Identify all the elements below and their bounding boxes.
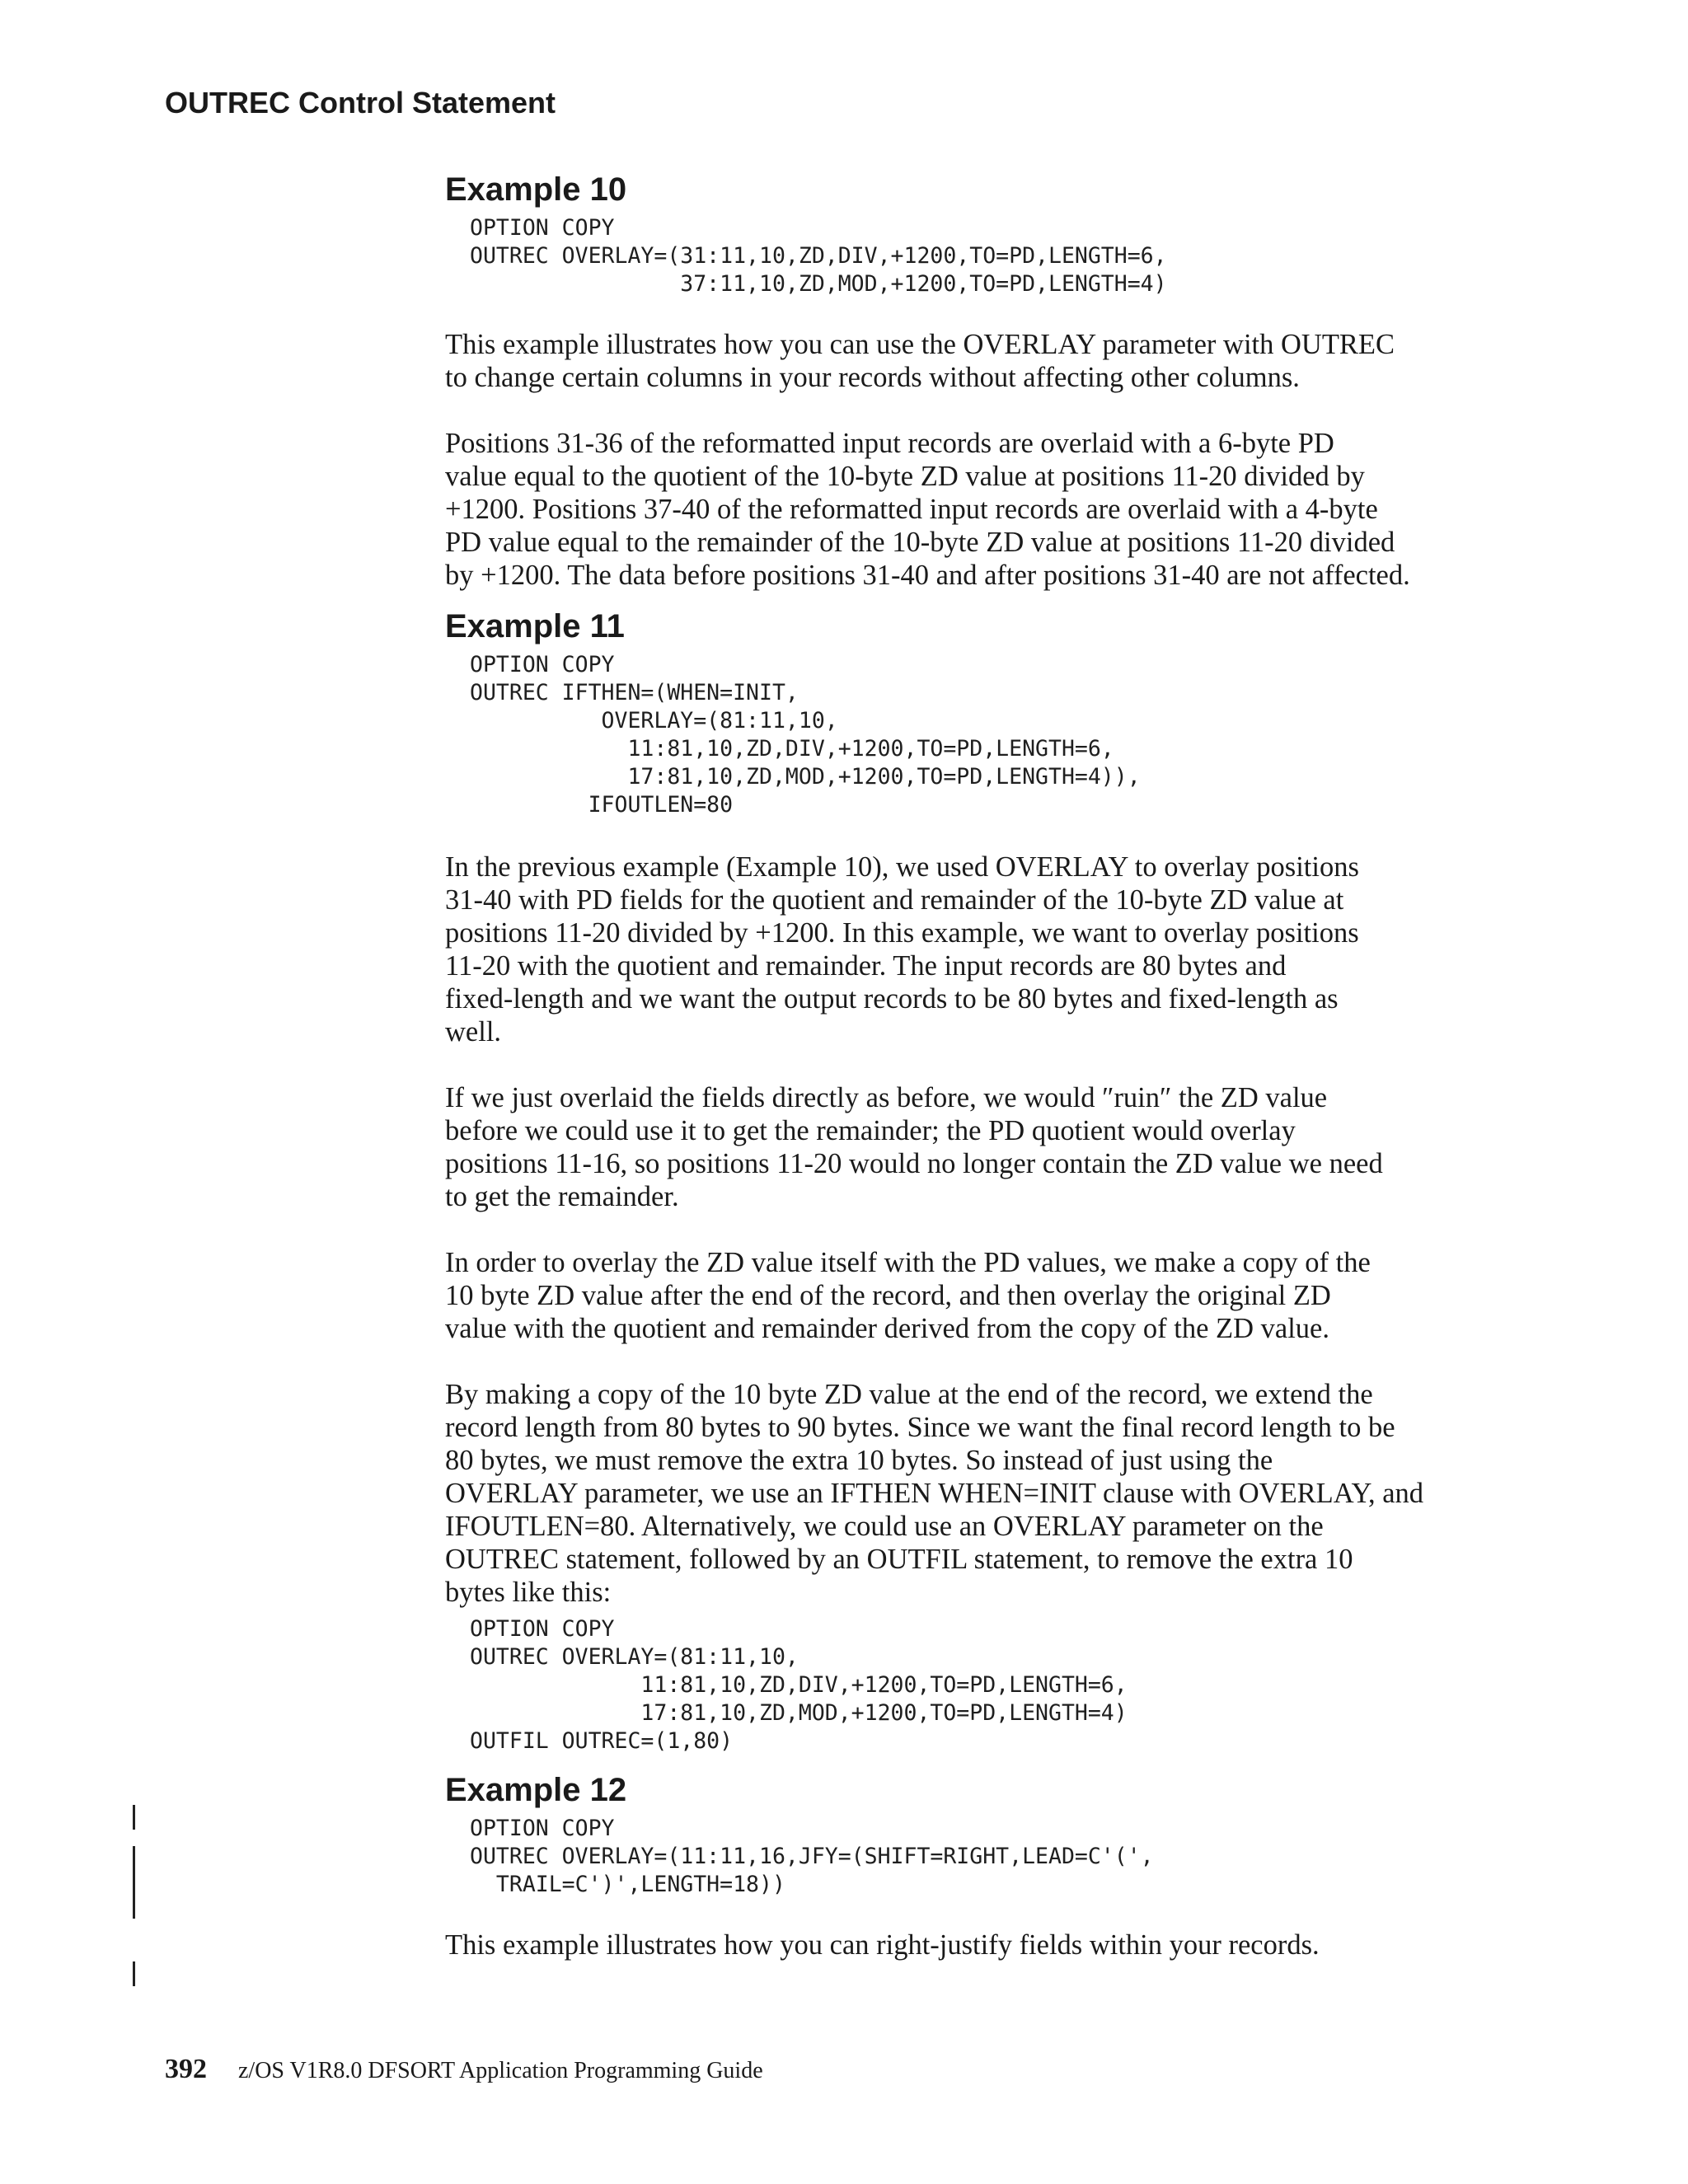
example-heading: Example 12 xyxy=(445,1772,627,1808)
body-paragraph: Positions 31-36 of the reformatted input records are overlaid with a 6-byte PD value equal to the quotient of the 10-byte ZD value at positions 11-20 divided by +1200. Positions 37-40 of the reformatted input records are overlaid with a 4-byte PD value equal to the remainder of the 10-byte ZD value at positions 11-20 divided by +1200. The data before positions 31-40 and after positions 31-40 are not affected. xyxy=(445,428,1410,591)
revision-bar xyxy=(133,1846,135,1919)
book-title: z/OS V1R8.0 DFSORT Application Programming Guide xyxy=(238,2058,763,2083)
page-content xyxy=(445,170,1500,1961)
page-number: 392 xyxy=(165,2054,207,2084)
body-paragraph: This example illustrates how you can use the OVERLAY parameter with OUTREC to change certain columns in your records without affecting other columns. xyxy=(445,329,1395,393)
page-footer xyxy=(165,2054,763,2085)
example-11-section xyxy=(445,607,1500,1755)
example-heading: Example 11 xyxy=(445,608,625,644)
example-10-section xyxy=(445,170,1500,592)
code-block: OPTION COPY OUTREC OVERLAY=(11:11,16,JFY=(SHIFT=RIGHT,LEAD=C'(', TRAIL=C')',LENGTH=18)) xyxy=(470,1816,1154,1897)
code-block: OPTION COPY OUTREC OVERLAY=(81:11,10, 11:81,10,ZD,DIV,+1200,TO=PD,LENGTH=6, 17:81,10,ZD,MOD,+1200,TO=PD,LENGTH=4) OUTFIL OUTREC=(1,80) xyxy=(470,1616,1128,1754)
code-block: OPTION COPY OUTREC IFTHEN=(WHEN=INIT, OVERLAY=(81:11,10, 11:81,10,ZD,DIV,+1200,TO=PD,LENGTH=6, 17:81,10,ZD,MOD,+1200,TO=PD,LENGTH=4)), IFOUTLEN=80 xyxy=(470,652,1141,818)
example-12-section xyxy=(445,1770,1500,1961)
code-block: OPTION COPY OUTREC OVERLAY=(31:11,10,ZD,DIV,+1200,TO=PD,LENGTH=6, 37:11,10,ZD,MOD,+1200,TO=PD,LENGTH=4) xyxy=(470,215,1167,297)
running-head: OUTREC Control Statement xyxy=(165,86,556,120)
revision-bar xyxy=(133,1961,135,1986)
revision-bar xyxy=(133,1805,135,1830)
body-paragraph: If we just overlaid the fields directly as before, we would ″ruin″ the ZD value before we could use it to get the remainder; the PD quotient would overlay positions 11-16, so positions 11-20 would no longer contain the ZD value we need to get the remainder. xyxy=(445,1082,1383,1212)
example-heading: Example 10 xyxy=(445,171,627,208)
body-paragraph: By making a copy of the 10 byte ZD value at the end of the record, we extend the record length from 80 bytes to 90 bytes. Since we want the final record length to be 80 bytes, we must remove the extra 10 bytes. So instead of just using the OVERLAY parameter, we use an IFTHEN WHEN=INIT clause with OVERLAY, and IFOUTLEN=80. Alternatively, we could use an OVERLAY parameter on the OUTREC statement, followed by an OUTFIL statement, to remove the extra 10 bytes like this: xyxy=(445,1379,1424,1608)
body-paragraph: This example illustrates how you can right-justify fields within your records. xyxy=(445,1929,1320,1961)
body-paragraph: In the previous example (Example 10), we used OVERLAY to overlay positions 31-40 with PD fields for the quotient and remainder of the 10-byte ZD value at positions 11-20 divided by +1200. In this example, we want to overlay positions 11-20 with the quotient and remainder. The input records are 80 bytes and fixed-length and we want the output records to be 80 bytes and fixed-length as well. xyxy=(445,851,1359,1047)
body-paragraph: In order to overlay the ZD value itself with the PD values, we make a copy of the 10 byte ZD value after the end of the record, and then overlay the original ZD value with the quotient and remainder derived from the copy of the ZD value. xyxy=(445,1247,1371,1344)
